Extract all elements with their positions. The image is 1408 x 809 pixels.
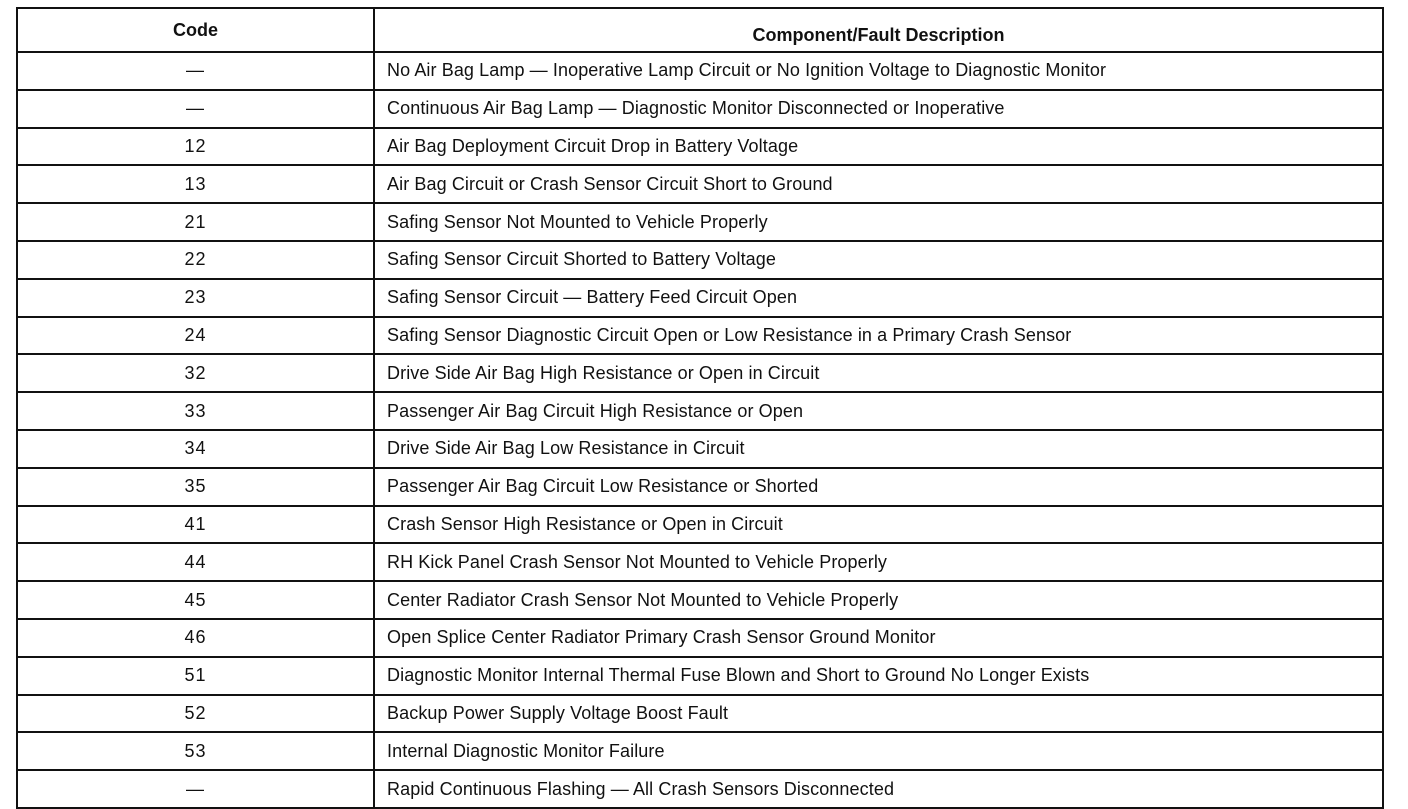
description-cell: Passenger Air Bag Circuit High Resistance or Open (374, 392, 1383, 430)
table-row (17, 90, 1383, 128)
description-cell: Rapid Continuous Flashing — All Crash Sensors Disconnected (374, 770, 1383, 808)
table-row (17, 581, 1383, 619)
description-cell: Continuous Air Bag Lamp — Diagnostic Monitor Disconnected or Inoperative (374, 90, 1383, 128)
table-row (17, 770, 1383, 808)
code-cell: — (17, 90, 374, 128)
table-row (17, 506, 1383, 544)
table-row (17, 468, 1383, 506)
code-cell: 53 (17, 732, 374, 770)
table-row (17, 165, 1383, 203)
code-cell: 34 (17, 430, 374, 468)
code-cell: 41 (17, 506, 374, 544)
table-header-row (17, 8, 1383, 52)
code-cell: 23 (17, 279, 374, 317)
code-cell: 44 (17, 543, 374, 581)
description-cell: Safing Sensor Circuit — Battery Feed Circuit Open (374, 279, 1383, 317)
description-cell: Center Radiator Crash Sensor Not Mounted to Vehicle Properly (374, 581, 1383, 619)
description-cell: Backup Power Supply Voltage Boost Fault (374, 695, 1383, 733)
code-cell: 22 (17, 241, 374, 279)
code-cell: 46 (17, 619, 374, 657)
code-cell: 52 (17, 695, 374, 733)
code-cell: 45 (17, 581, 374, 619)
table-row (17, 695, 1383, 733)
table-row (17, 279, 1383, 317)
table-row (17, 128, 1383, 166)
code-cell: 32 (17, 354, 374, 392)
description-cell: Air Bag Circuit or Crash Sensor Circuit Short to Ground (374, 165, 1383, 203)
table-row (17, 657, 1383, 695)
description-cell: Air Bag Deployment Circuit Drop in Battery Voltage (374, 128, 1383, 166)
description-cell: Crash Sensor High Resistance or Open in Circuit (374, 506, 1383, 544)
code-cell: 35 (17, 468, 374, 506)
description-cell: RH Kick Panel Crash Sensor Not Mounted to Vehicle Properly (374, 543, 1383, 581)
description-cell: Open Splice Center Radiator Primary Crash Sensor Ground Monitor (374, 619, 1383, 657)
description-cell: No Air Bag Lamp — Inoperative Lamp Circuit or No Ignition Voltage to Diagnostic Monitor (374, 52, 1383, 90)
code-cell: 51 (17, 657, 374, 695)
description-cell: Drive Side Air Bag Low Resistance in Circuit (374, 430, 1383, 468)
table-row (17, 430, 1383, 468)
table-row (17, 203, 1383, 241)
description-cell: Diagnostic Monitor Internal Thermal Fuse Blown and Short to Ground No Longer Exists (374, 657, 1383, 695)
description-cell: Safing Sensor Circuit Shorted to Battery Voltage (374, 241, 1383, 279)
description-cell: Internal Diagnostic Monitor Failure (374, 732, 1383, 770)
column-header-code: Code (17, 8, 374, 52)
code-cell: 13 (17, 165, 374, 203)
table-row (17, 354, 1383, 392)
description-cell: Safing Sensor Diagnostic Circuit Open or Low Resistance in a Primary Crash Sensor (374, 317, 1383, 355)
table-row (17, 52, 1383, 90)
table-row (17, 543, 1383, 581)
description-cell: Passenger Air Bag Circuit Low Resistance or Shorted (374, 468, 1383, 506)
description-cell: Drive Side Air Bag High Resistance or Open in Circuit (374, 354, 1383, 392)
table-row (17, 241, 1383, 279)
code-cell: 24 (17, 317, 374, 355)
fault-code-table (16, 7, 1384, 809)
table-row (17, 619, 1383, 657)
column-header-description: Component/Fault Description (374, 8, 1383, 52)
description-cell: Safing Sensor Not Mounted to Vehicle Properly (374, 203, 1383, 241)
code-cell: 33 (17, 392, 374, 430)
code-cell: 21 (17, 203, 374, 241)
code-cell: — (17, 770, 374, 808)
code-cell: 12 (17, 128, 374, 166)
code-cell: — (17, 52, 374, 90)
table-row (17, 317, 1383, 355)
table-row (17, 392, 1383, 430)
table-row (17, 732, 1383, 770)
fault-code-table-container (16, 7, 1382, 799)
